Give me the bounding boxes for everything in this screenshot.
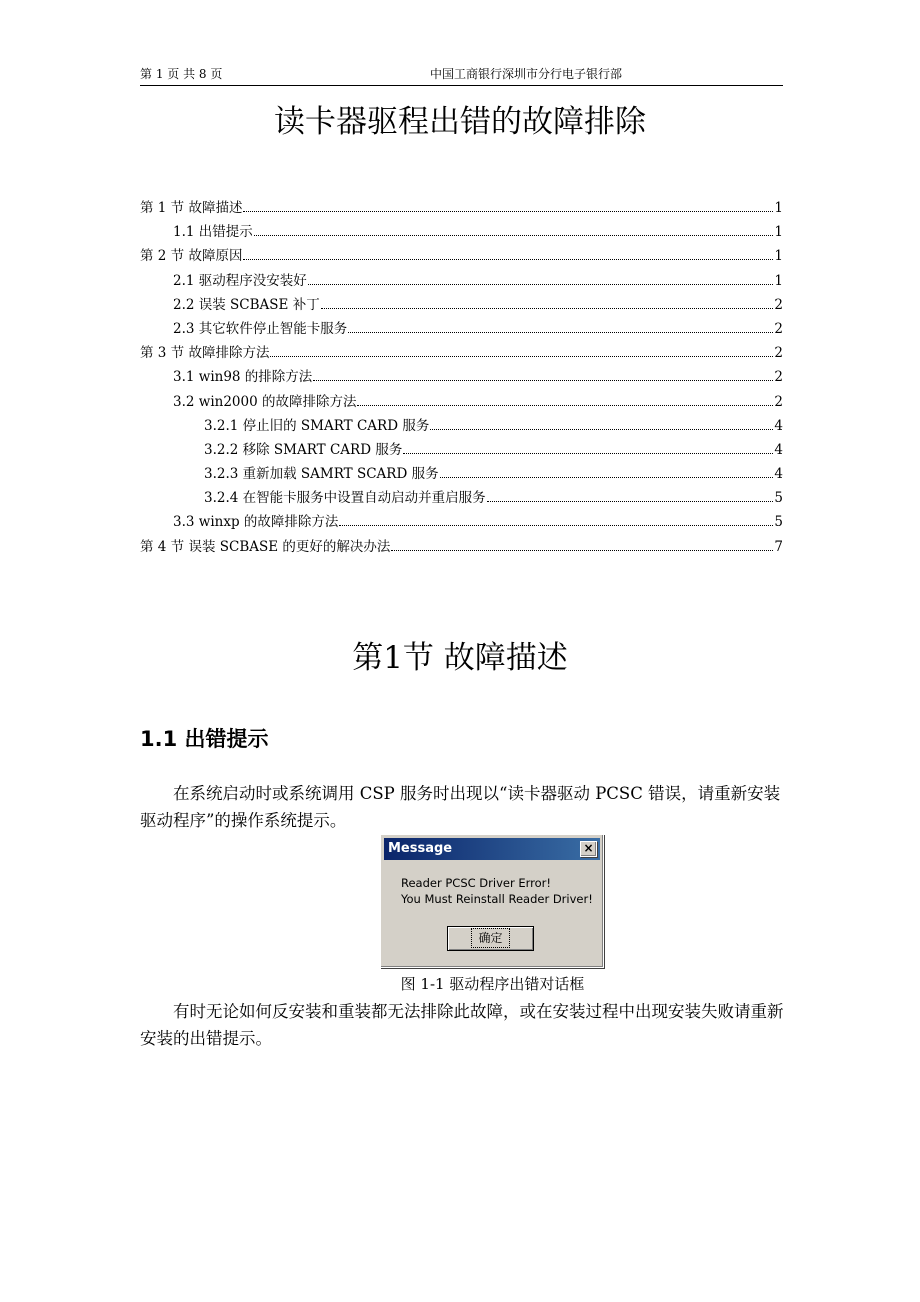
error-dialog-screenshot <box>380 834 604 968</box>
header-organization: 中国工商银行深圳市分行电子银行部 <box>430 67 623 81</box>
toc-entry-page: 2 <box>774 345 783 362</box>
toc-entry-label: 3.1 win98 的排除方法 <box>173 369 313 386</box>
toc-entry[interactable] <box>140 414 783 438</box>
toc-entry-label: 第 1 节 故障描述 <box>140 200 243 216</box>
toc-leader <box>243 250 773 260</box>
toc-leader <box>403 444 773 454</box>
section-title: 第1节 故障描述 <box>352 640 568 676</box>
table-of-contents <box>140 196 783 559</box>
toc-entry[interactable] <box>140 365 783 389</box>
toc-entry[interactable] <box>140 220 783 244</box>
toc-entry-page: 2 <box>774 320 783 337</box>
toc-entry-page: 2 <box>774 296 783 313</box>
dialog-message <box>401 875 593 907</box>
toc-entry[interactable] <box>140 341 783 365</box>
toc-entry[interactable] <box>140 269 783 293</box>
dialog-title: Message <box>388 841 453 856</box>
toc-entry-label: 3.2.3 重新加载 SAMRT SCARD 服务 <box>204 466 439 483</box>
toc-leader <box>243 202 773 212</box>
document-title: 读卡器驱程出错的故障排除 <box>274 104 646 140</box>
page-header <box>140 64 783 86</box>
toc-entry-label: 第 2 节 故障原因 <box>140 248 243 265</box>
toc-entry-page: 2 <box>774 369 783 386</box>
toc-entry-label: 第 3 节 故障排除方法 <box>140 345 270 362</box>
toc-entry-page: 1 <box>774 224 783 241</box>
page-number: 第 1 页 共 8 页 <box>140 67 223 81</box>
figure-caption: 图 1-1 驱动程序出错对话框 <box>400 975 585 993</box>
toc-leader <box>357 395 773 405</box>
toc-leader <box>440 468 774 478</box>
toc-leader <box>430 420 773 430</box>
toc-leader <box>487 492 774 502</box>
toc-entry[interactable] <box>140 317 783 341</box>
toc-entry-label: 第 4 节 误装 SCBASE 的更好的解决办法 <box>140 538 391 555</box>
toc-entry-page: 1 <box>774 272 783 289</box>
toc-entry-label: 2.2 误装 SCBASE 补丁 <box>173 296 320 313</box>
toc-entry-label: 2.3 其它软件停止智能卡服务 <box>173 320 348 337</box>
body-paragraph: 在系统启动时或系统调用 CSP 服务时出现以“读卡器驱动 PCSC 错误，请重新安装驱动程序”的操作系统提示。 <box>140 784 781 830</box>
toc-entry-page: 1 <box>774 200 783 216</box>
toc-leader <box>254 226 774 236</box>
ok-button-label: 确定 <box>474 931 506 945</box>
dialog-message-line: You Must Reinstall Reader Driver! <box>401 892 593 906</box>
subsection-title: 1.1 出错提示 <box>140 727 269 751</box>
dialog-titlebar <box>384 838 600 860</box>
toc-leader <box>348 323 773 333</box>
body-paragraph: 有时无论如何反安装和重装都无法排除此故障，或在安装过程中出现安装失败请重新安装的出错提示。 <box>140 1002 784 1048</box>
toc-entry-label: 3.2.1 停止旧的 SMART CARD 服务 <box>204 417 430 434</box>
toc-leader <box>339 516 773 526</box>
toc-leader <box>308 274 774 284</box>
toc-entry-page: 1 <box>774 248 783 265</box>
close-icon[interactable]: × <box>580 841 597 857</box>
toc-entry-page: 5 <box>774 490 783 507</box>
toc-entry[interactable] <box>140 486 783 510</box>
toc-entry-page: 5 <box>774 514 783 531</box>
toc-leader <box>270 347 773 357</box>
toc-entry[interactable] <box>140 244 783 268</box>
toc-entry-page: 2 <box>774 393 783 410</box>
toc-entry-page: 4 <box>774 441 783 458</box>
ok-button[interactable] <box>447 926 534 951</box>
toc-entry[interactable] <box>140 510 783 534</box>
toc-entry-label: 3.2.2 移除 SMART CARD 服务 <box>204 441 403 458</box>
toc-entry[interactable] <box>140 462 783 486</box>
toc-entry[interactable] <box>140 293 783 317</box>
toc-entry[interactable] <box>140 535 783 559</box>
toc-entry-page: 4 <box>774 466 783 483</box>
toc-entry[interactable] <box>140 196 783 220</box>
toc-entry-page: 7 <box>774 538 783 555</box>
toc-entry-label: 1.1 出错提示 <box>173 224 253 241</box>
toc-entry[interactable] <box>140 438 783 462</box>
toc-leader <box>313 371 773 381</box>
toc-leader <box>321 299 774 309</box>
toc-entry-label: 2.1 驱动程序没安装好 <box>173 272 307 289</box>
toc-entry-label: 3.2 win2000 的故障排除方法 <box>173 393 357 410</box>
toc-entry-label: 3.2.4 在智能卡服务中设置自动启动并重启服务 <box>204 490 486 507</box>
toc-entry-label: 3.3 winxp 的故障排除方法 <box>173 514 339 531</box>
toc-entry-page: 4 <box>774 417 783 434</box>
toc-leader <box>391 541 773 551</box>
toc-entry[interactable] <box>140 390 783 414</box>
dialog-message-line: Reader PCSC Driver Error! <box>401 876 551 890</box>
